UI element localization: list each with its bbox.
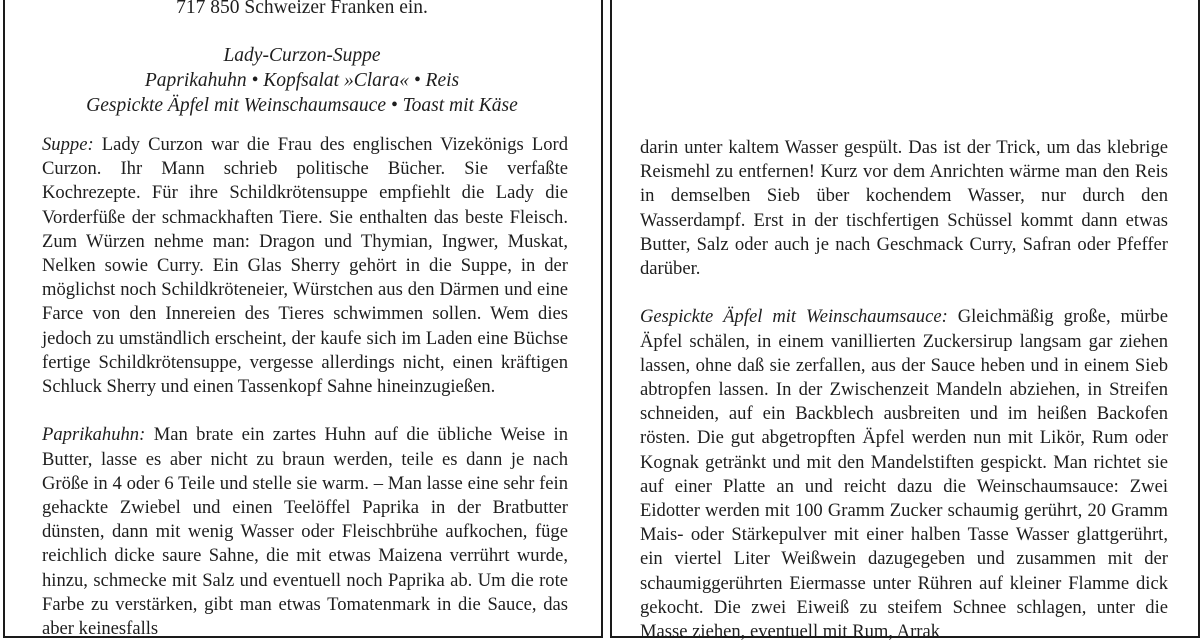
paprikahuhn-text: Man brate ein zartes Huhn auf die übliche Weise in Butter, lasse es aber nicht zu braun werden, teile es dann je nach Größe in 4 oder 6 Teile und stelle sie warm. – Man lasse eine sehr fein gehackte Zwiebel und einen Teelöffel Paprika in der Bratbutter dünsten, dann mit wenig Wasser oder Fleischbrühe aufkochen, füge reichlich dicke saure Sahne, die mit etwas Maizena verrührt wurde, hinzu, schmecke mit Salz und eventuell noch Paprika ab. Um die rote Farbe zu verstärken, gibt man etwas Tomatenmark in die Sauce, das aber keinesfalls (42, 424, 568, 640)
reis-paragraph: darin unter kaltem Wasser gespült. Das ist der Trick, um das klebrige Reismehl zu entfernen! Kurz vor dem Anrichten wärme man den Reis in demselben Sieb über kochendem Wasser, nur durch den Wasserdampf. Erst in der tischfertigen Schüssel kommt dann etwas Butter, Salz oder auch je nach Geschmack Curry, Safran oder Pfeffer darüber. (640, 137, 1168, 280)
aepfel-text: Gleichmäßig große, mürbe Äpfel schälen, in einem vanillierten Zuckersirup langsam gar ziehen lassen, ohne daß sie zerfallen, aus der Sauce heben und in einem Sieb abtropfen lassen. In der Zwischenzeit Mandeln abziehen, in Streifen schneiden, auf ein Backblech ausbreiten und im heißen Backofen rösten. Die gut abgetropften Äpfel werden nun mit Likör, Rum oder Kognak getränkt und mit den Mandelstiften gespickt. Man richtet sie auf einer Platte an und reicht dazu die Weinschaumsauce: Zwei Eidotter werden mit 100 Gramm Zucker schaumig gerührt, 20 Gramm Mais- oder Stärkepulver mit einer halben Tasse Wasser glattgerührt, ein viertel Liter Weißwein dazugegeben und zusammen mit der schaumiggerührten Eiermasse unter Rühren auf kleiner Flamme dick gekocht. Die zwei Eiweiß zu steifem Schnee schlagen, unter die Masse ziehen, eventuell mit Rum, Arrak (640, 306, 1168, 643)
paprikahuhn-paragraph (42, 423, 568, 641)
price-line: 717 850 Schweizer Franken ein. (176, 0, 428, 18)
aepfel-paragraph (640, 305, 1168, 644)
menu-line-2: Paprikahuhn • Kopfsalat »Clara« • Reis (144, 70, 460, 91)
suppe-label: Suppe: (42, 134, 94, 155)
paragraph-gap (42, 399, 568, 423)
left-text-column (42, 133, 568, 641)
right-text-column (640, 136, 1168, 644)
aepfel-label: Gespickte Äpfel mit Weinschaumsauce: (640, 306, 948, 328)
suppe-paragraph (42, 133, 568, 399)
paragraph-gap (640, 281, 1168, 305)
menu-line-3: Gespickte Äpfel mit Weinschaumsauce • Toast mit Käse (86, 95, 518, 116)
suppe-text: Lady Curzon war die Frau des englischen Vizekönigs Lord Curzon. Ihr Mann schrieb politische Bücher. Sie verfaßte Kochrezepte. Für ihre Schildkrötensuppe empfiehlt die Lady die Vorderfüße der schmackhaften Tiere. Sie enthalten das beste Fleisch. Zum Würzen nehme man: Dragon und Thymian, Ingwer, Muskat, Nelken sowie Curry. Ein Glas Sherry gehört in die Suppe, in der möglichst noch Schildkröteneier, Würstchen aus den Därmen und eine Farce von den Innereien des Tieres schwimmen sollen. Wem dies jedoch zu umständlich erscheint, der kaufe sich im Laden eine Büchse fertige Schildkrötensuppe, vergesse allerdings nicht, einen kräftigen Schluck Sherry und einen Tassenkopf Sahne hineinzugießen. (42, 134, 568, 398)
menu-line-1: Lady-Curzon-Suppe (223, 45, 381, 66)
paprikahuhn-label: Paprikahuhn: (42, 424, 146, 446)
